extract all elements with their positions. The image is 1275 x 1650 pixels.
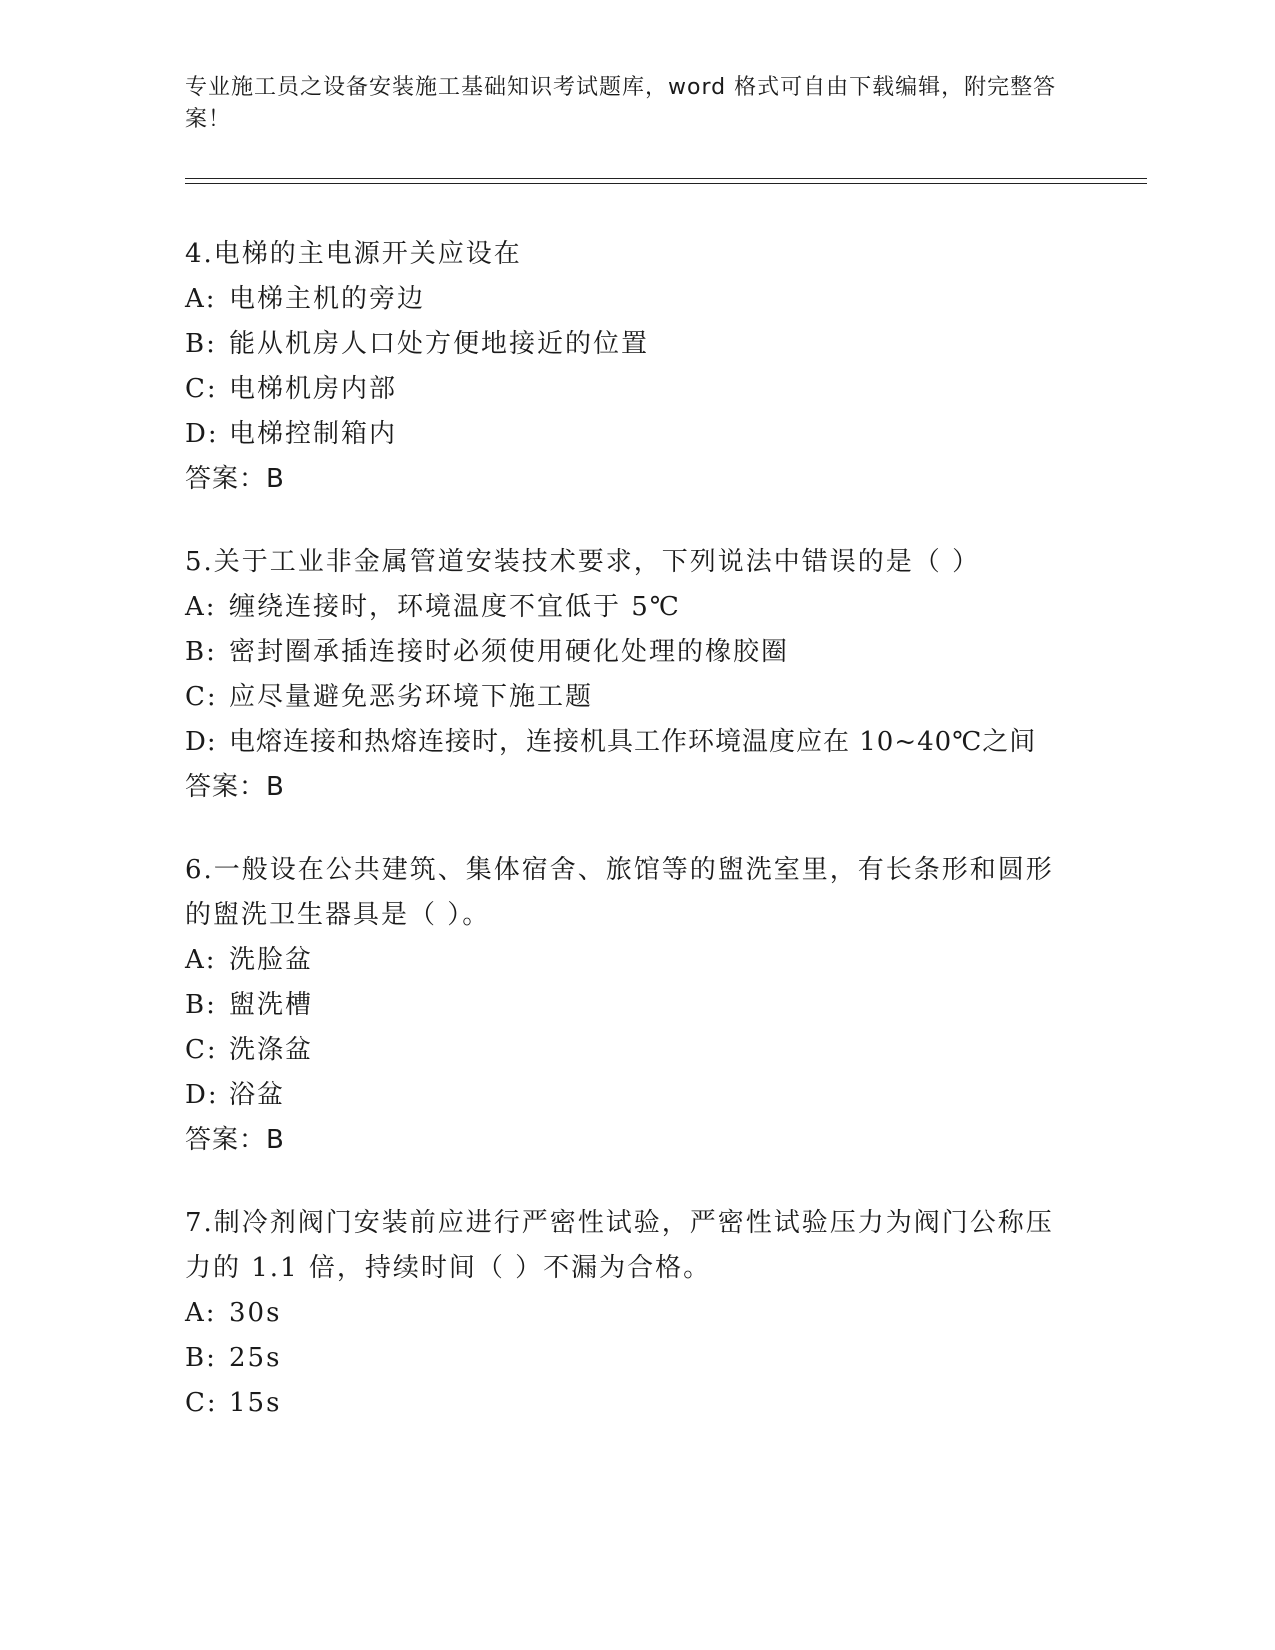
option-text: 应尽量避免恶劣环境下施工题 [229, 682, 594, 712]
answer-line: 答案：B [185, 1125, 285, 1155]
question-stem: 7.制冷剂阀门安装前应进行严密性试验，严密性试验压力为阀门公称压力的 1.1 倍，持续时间（ ）不漏为合格。 [185, 1208, 1054, 1283]
option-key: B: [185, 329, 217, 359]
option-c [185, 675, 1085, 720]
option-key: C: [185, 374, 218, 404]
option-text: 缠绕连接时，环境温度不宜低于 5℃ [229, 592, 681, 622]
option-text: 电梯控制箱内 [229, 419, 398, 449]
option-text: 洗涤盆 [229, 1035, 314, 1065]
option-d [185, 1073, 1085, 1118]
question-stem: 6.一般设在公共建筑、集体宿舍、旅馆等的盥洗室里，有长条形和圆形的盥洗卫生器具是（ ）。 [185, 855, 1054, 930]
option-a [185, 938, 1085, 983]
header-divider-bottom [185, 183, 1147, 184]
answer-line: 答案：B [185, 772, 285, 802]
option-a [185, 1291, 1085, 1336]
option-key: C: [185, 1035, 218, 1065]
option-key: B: [185, 990, 217, 1020]
option-key: D: [185, 1080, 219, 1110]
question-6 [185, 848, 1085, 1163]
option-key: C: [185, 682, 218, 712]
option-key: A: [185, 945, 217, 975]
option-d [185, 412, 1085, 457]
question-5 [185, 540, 1085, 810]
option-key: C: [185, 1388, 218, 1418]
option-d [185, 720, 1085, 765]
option-text: 电熔连接和热熔连接时，连接机具工作环境温度应在 10~40℃之间 [229, 727, 1037, 757]
option-c [185, 1028, 1085, 1073]
option-b [185, 983, 1085, 1028]
question-4 [185, 232, 1085, 502]
option-key: B: [185, 1343, 217, 1373]
option-b [185, 1336, 1085, 1381]
option-text: 盥洗槽 [229, 990, 314, 1020]
option-text: 电梯主机的旁边 [229, 284, 426, 314]
header-divider-top [185, 178, 1147, 179]
option-text: 能从机房人口处方便地接近的位置 [229, 329, 650, 359]
option-text: 25s [229, 1343, 282, 1373]
document-header: 专业施工员之设备安装施工基础知识考试题库，word 格式可自由下载编辑，附完整答案！ [185, 75, 1057, 132]
option-a [185, 585, 1085, 630]
question-stem: 4.电梯的主电源开关应设在 [185, 239, 522, 269]
option-key: A: [185, 592, 217, 622]
option-text: 洗脸盆 [229, 945, 314, 975]
question-stem: 5.关于工业非金属管道安装技术要求，下列说法中错误的是（ ） [185, 547, 981, 577]
option-text: 30s [229, 1298, 282, 1328]
option-a [185, 277, 1085, 322]
option-key: B: [185, 637, 217, 667]
option-key: A: [185, 284, 217, 314]
question-7 [185, 1201, 1085, 1426]
option-b [185, 630, 1085, 675]
option-text: 15s [229, 1388, 282, 1418]
option-text: 密封圈承插连接时必须使用硬化处理的橡胶圈 [229, 637, 790, 667]
option-c [185, 1381, 1085, 1426]
option-c [185, 367, 1085, 412]
question-list [185, 232, 1085, 1464]
answer-line: 答案：B [185, 464, 285, 494]
option-key: D: [185, 727, 217, 757]
option-b [185, 322, 1085, 367]
option-key: A: [185, 1298, 217, 1328]
option-text: 电梯机房内部 [229, 374, 398, 404]
option-key: D: [185, 419, 219, 449]
option-text: 浴盆 [229, 1080, 286, 1110]
